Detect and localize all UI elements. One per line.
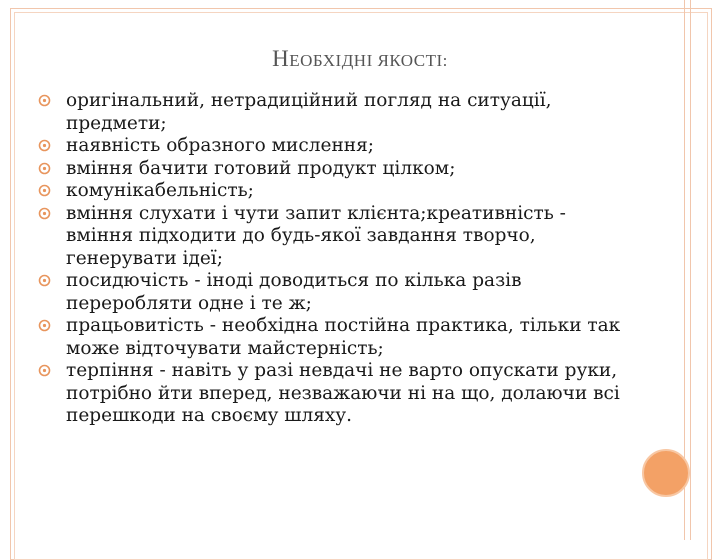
list-item-text: вміння бачити готовий продукт цілком; bbox=[66, 157, 456, 179]
decorative-circle bbox=[642, 449, 690, 497]
list-item-text: оригінальний, нетрадиційний погляд на ситуації, предмети; bbox=[66, 90, 552, 134]
title-rest: ЕОБХІДНІ ЯКОСТІ: bbox=[289, 51, 448, 70]
circle-bullet-icon bbox=[38, 364, 51, 377]
list-item-text: наявність образного мислення; bbox=[66, 135, 375, 156]
list-item bbox=[38, 203, 638, 271]
list-item bbox=[38, 90, 638, 135]
circle-bullet-icon bbox=[38, 274, 51, 287]
list-item bbox=[38, 270, 638, 315]
circle-bullet-icon bbox=[38, 139, 51, 152]
list-item-text: комунікабельність; bbox=[66, 180, 254, 201]
circle-bullet-icon bbox=[38, 319, 51, 332]
circle-bullet-icon bbox=[38, 162, 51, 175]
list-item-text: терпіння - навіть у разі невдачі не варто опускати руки, потрібно йти вперед, незважаючи ні на що, долаючи всі перешкоди на своєму шляху. bbox=[66, 360, 620, 426]
circle-bullet-icon bbox=[38, 207, 51, 220]
list-item bbox=[38, 360, 638, 428]
list-item bbox=[38, 135, 638, 158]
circle-bullet-icon bbox=[38, 94, 51, 107]
circle-bullet-icon bbox=[38, 184, 51, 197]
list-item-text: посидючість - іноді доводиться по кілька разів переробляти одне і те ж; bbox=[66, 270, 522, 314]
list-item bbox=[38, 180, 638, 203]
list-item bbox=[38, 158, 638, 181]
list-item bbox=[38, 315, 638, 360]
list-item-text: вміння слухати і чути запит клієнта;креативність - вміння підходити до будь-якої завдання творчо, генерувати ідеї; bbox=[66, 202, 566, 269]
title-initial: Н bbox=[272, 46, 290, 71]
slide-title bbox=[0, 46, 720, 72]
list-item-text: працьовитість - необхідна постійна практика, тільки так може відточувати майстерність; bbox=[66, 315, 621, 359]
bullet-list bbox=[38, 90, 638, 428]
right-border-line bbox=[690, 0, 691, 540]
